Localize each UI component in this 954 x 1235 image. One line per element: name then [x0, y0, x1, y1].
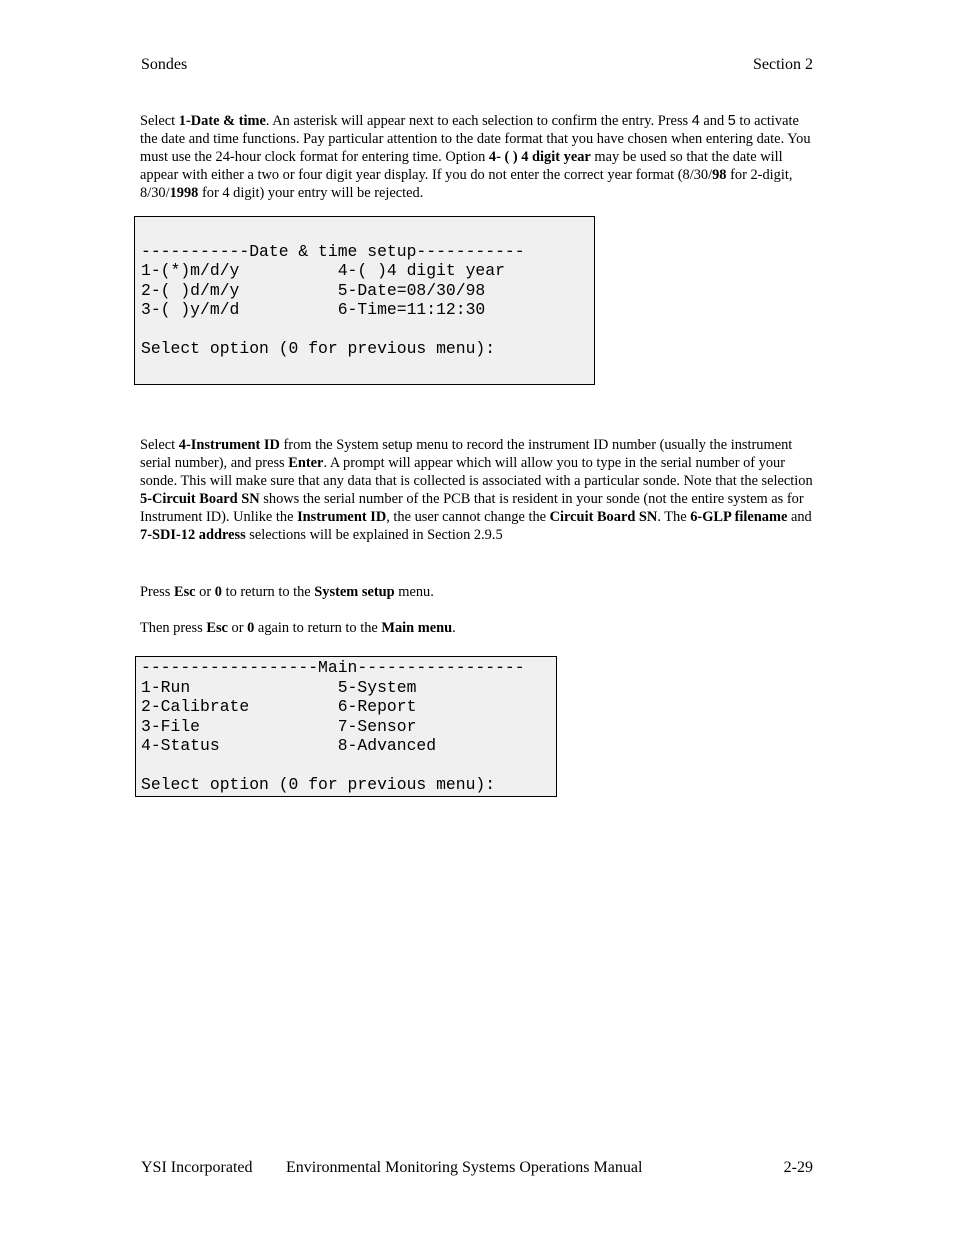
screen-title: ------------------Main----------------- [141, 658, 525, 677]
instrument-id-instructions: Select 4-Instrument ID from the System setup menu to record the instrument ID number (usually the instrument serial number), and press Enter. A prompt will appear which will allow you to type in the serial number of your sonde. This will make sure that any data that is collected is associated with a particular sonde. Note that the selection 5-Circuit Board SN shows the serial number of the PCB that is resident in your sonde (not the entire system as for Instrument ID). Unlike the Instrument ID, the user cannot change the Circuit Board SN. The 6-GLP filename and 7-SDI-12 address selections will be explained in Section 2.9.5 [140, 437, 813, 543]
screen-line: 1-(*)m/d/y 4-( )4 digit year [141, 261, 505, 280]
screen-line: 4-Status 8-Advanced [141, 736, 437, 755]
date-time-instructions: Select 1-Date & time. An asterisk will appear next to each selection to confirm the entry. Press 4 and 5 to activate the date and time functions. Pay particular attention to the date format that you have chosen when entering date. You must use the 24-hour clock format for entering time. Option 4- ( ) 4 digit year may be used so that the date will appear with either a two or four digit year display. If you do not enter the correct year format (8/30/98 for 2-digit, 8/30/1998 for 4 digit) your entry will be rejected. [140, 113, 811, 201]
screen-prompt: Select option (0 for previous menu): [141, 339, 496, 358]
footer-page-number: 2-29 [783, 1159, 813, 1176]
screen-line: 3-( )y/m/d 6-Time=11:12:30 [141, 300, 486, 319]
screen-line [141, 222, 594, 242]
return-system-setup-instructions: Press Esc or 0 to return to the System setup menu. [140, 584, 434, 600]
footer-manual-title: Environmental Monitoring Systems Operations Manual [286, 1159, 643, 1176]
running-header-left: Sondes [141, 56, 188, 73]
screen-line: 2-( )d/m/y 5-Date=08/30/98 [141, 280, 486, 300]
screen-title: -----------Date & time setup----------- [141, 241, 525, 261]
screen-prompt: Select option (0 for previous menu): [141, 775, 496, 794]
footer-company: YSI Incorporated [141, 1159, 253, 1176]
screen-line [141, 756, 556, 776]
date-time-setup-screen [134, 216, 595, 385]
screen-line: 3-File 7-Sensor [141, 716, 417, 736]
screen-line: 1-Run 5-System [141, 677, 417, 697]
running-header-right: Section 2 [753, 56, 813, 73]
screen-line [141, 320, 594, 340]
return-main-menu-instructions: Then press Esc or 0 again to return to the Main menu. [140, 620, 456, 636]
main-menu-screen [135, 656, 557, 797]
screen-line: 2-Calibrate 6-Report [141, 697, 417, 716]
